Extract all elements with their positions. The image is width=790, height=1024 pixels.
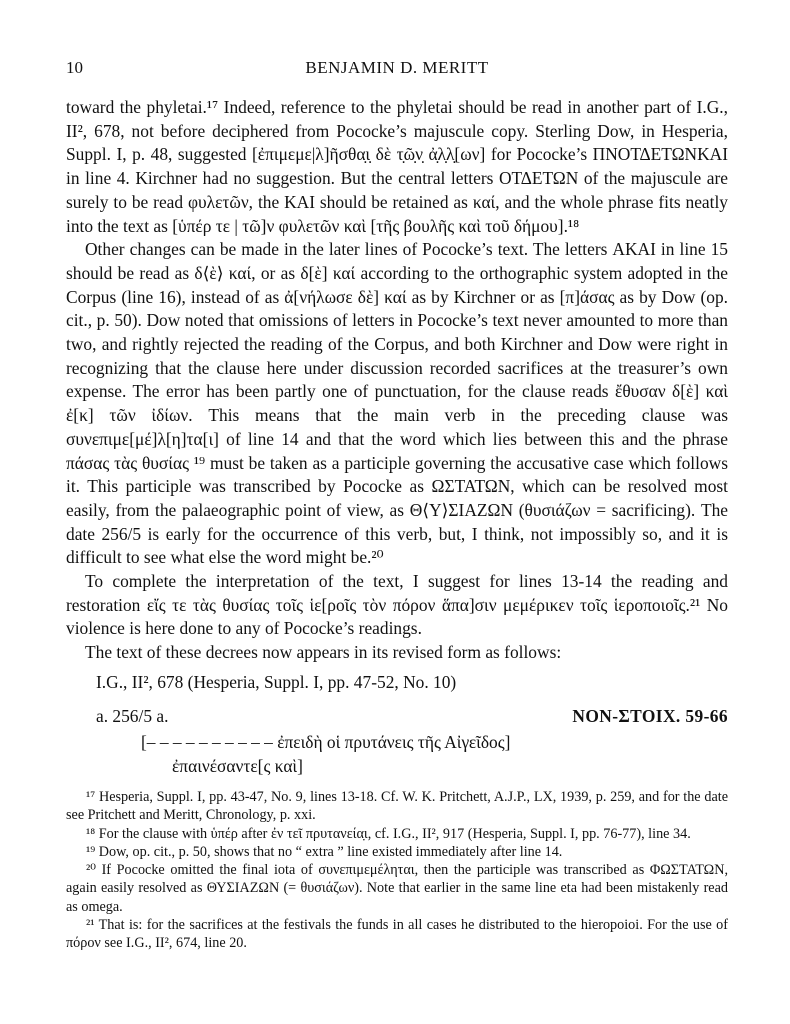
running-head: BENJAMIN D. MERITT <box>305 58 489 77</box>
inscription-line: [– – – – – – – – – – ἐπειδὴ οἱ πρυτάνεις τῆς Αἰγεῖδος] <box>141 732 511 752</box>
footnote-17: ¹⁷ Hesperia, Suppl. I, pp. 43-47, No. 9, lines 13-18. Cf. W. K. Pritchett, A.J.P., LX, 1939, p. 259, and for the date see Pritchett and Meritt, Chronology, p. xxi. <box>66 789 728 824</box>
paragraph-2: Other changes can be made in the later lines of Pococke’s text. The letters ΑΚΑΙ in line 15 should be read as δ⟨ὲ⟩ καί, or as δ[ὲ] καί according to the orthographic system adopted in the Corpus (line 16), instead of as ἀ[νήλωσε δὲ] καί as by Kirchner or as [π]άσας as by Dow (op. cit., p. 50). Dow noted that omissions of letters in Pococke’s text never amounted to more than two, and rightly rejected the reading of the Corpus, and both Kirchner and Dow were right in recognizing that the clause here under discussion recorded sacrifices at the treasurer’s own expense. The error has been partly one of punctuation, for the clause reads ἔθυσαν δ[ὲ] καὶ ἐ[κ] τῶν ἰδίων. This means that the main verb in the preceding clause was συνεπιμε[μέ]λ[η]τα[ι] of line 14 and that the word which lies between this and the phrase πάσας τὰς θυσίας ¹⁹ must be taken as a participle governing the accusative case which follows it. This participle was transcribed by Pococke as ΩΣΤΑΤΩΝ, which can be resolved most easily, from the palaeographic point of view, as Θ⟨Υ⟩ΣΙΑΖΩΝ (θυσιάζων = sacrificing). The date 256/5 is early for the occurrence of this verb, but, I think, not impossibly so, and it is difficult to see what else the word might be.²⁰ <box>66 239 728 568</box>
footnote-18: ¹⁸ For the clause with ὑπέρ after ἐν τεῖ πρυτανεία̣ι, cf. I.G., II², 917 (Hesperia, Suppl. I, pp. 76-77), line 34. <box>86 825 691 842</box>
body-text <box>66 96 728 665</box>
footnotes <box>66 788 728 953</box>
paragraph-4: The text of these decrees now appears in its revised form as follows: <box>85 642 562 663</box>
footnote-20: ²⁰ If Pococke omitted the final iota of συνεπιμεμέληται, then the participle was transcribed as ΦΩΣΤΑΤΩΝ, again easily resolved as ΘΥΣΙΑΖΩΝ (= θυσιάζων). Note that earlier in the same line eta had been mistakenly read as omega. <box>66 862 728 915</box>
footnote-19: ¹⁹ Dow, op. cit., p. 50, shows that no “ extra ” line existed immediately after line 14. <box>86 843 563 860</box>
inscription-title: I.G., II², 678 (Hesperia, Suppl. I, pp. 47-52, No. 10) <box>96 672 457 692</box>
nonstoix-label: NON-ΣΤΟΙΧ. 59-66 <box>572 706 728 726</box>
page-number: 10 <box>66 58 83 77</box>
page-header <box>66 58 728 80</box>
footnote-21: ²¹ That is: for the sacrifices at the festivals the funds in all cases he distributed to the hieropoioi. For the use of πόρον see I.G., II², 674, line 20. <box>66 917 728 952</box>
paragraph-3: To complete the interpretation of the text, I suggest for lines 13-14 the reading and restoration εἴς τε τὰς θυσίας τοῖς ἱε[ροῖς τὸν πόρον ἅπα]σιν μεμέρικεν τοῖς ἱεροποιοῖς.²¹ No violence is here done to any of Pococke’s readings. <box>66 571 728 639</box>
decree-label: a. 256/5 a. <box>96 706 169 726</box>
paragraph-1: toward the phyletai.¹⁷ Indeed, reference to the phyletai should be read in another part of I.G., II², 678, not before deciphered from Pococke’s majuscule copy. Sterling Dow, in Hesperia, Suppl. I, p. 48, suggested [ἐπιμεμε|λ]ῆσθα̣ι̣ δὲ τ̣ῶ̣ν̣ ἀ̣λ̣λ̣[ων] for Pococke’s ΠΝΟΤΔΕΤΩΝΚΑΙ in line 4. Kirchner had no suggestion. But the central letters ΟΤΔΕΤΩΝ of the majuscule are surely to be read φυλετῶν, the ΚΑΙ should be retained as καί, and the whole phrase fits neatly into the text as [ὑπέρ τε | τῶ]ν φυλετῶν καὶ [τῆς βουλῆς καὶ τοῦ δήμου].¹⁸ <box>66 97 728 236</box>
inscription-line: ἐπαινέσαντε[ς καὶ] <box>172 756 303 776</box>
